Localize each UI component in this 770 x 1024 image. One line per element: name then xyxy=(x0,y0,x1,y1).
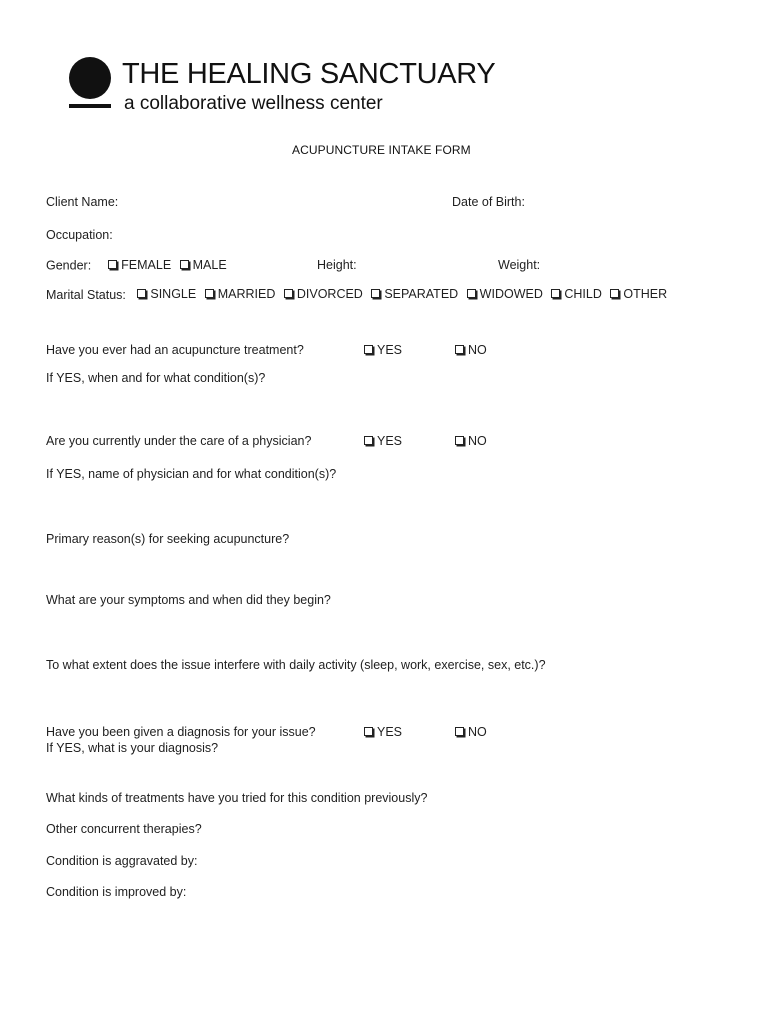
interference-question: To what extent does the issue interfere with daily activity (sleep, work, exercise, sex, etc.)? xyxy=(46,658,546,672)
checkbox-icon[interactable] xyxy=(364,436,373,445)
prior-treatment-question: Have you ever had an acupuncture treatment? xyxy=(46,343,304,357)
form-title: ACUPUNCTURE INTAKE FORM xyxy=(292,143,471,157)
physician-followup: If YES, name of physician and for what condition(s)? xyxy=(46,467,337,481)
checkbox-icon[interactable] xyxy=(455,727,464,736)
improved-by-label: Condition is improved by: xyxy=(46,885,187,899)
marital-status-label: Marital Status: xyxy=(46,287,126,302)
primary-reason-question: Primary reason(s) for seeking acupuncture? xyxy=(46,532,290,546)
checkbox-icon[interactable] xyxy=(455,436,464,445)
client-name-label: Client Name: xyxy=(46,195,119,209)
marital-option-widowed[interactable]: WIDOWED xyxy=(467,287,543,301)
diagnosis-yes[interactable]: YES xyxy=(364,725,407,740)
checkbox-icon[interactable] xyxy=(180,260,189,269)
brand-tagline: a collaborative wellness center xyxy=(124,93,383,114)
checkbox-icon[interactable] xyxy=(205,289,214,298)
prior-treatment-no[interactable]: NO xyxy=(455,343,492,358)
gender-row xyxy=(46,258,232,273)
gender-option-male[interactable]: MALE xyxy=(180,258,227,272)
marital-option-child[interactable]: CHILD xyxy=(551,287,602,301)
checkbox-icon[interactable] xyxy=(455,345,464,354)
marital-option-married[interactable]: MARRIED xyxy=(205,287,276,301)
checkbox-icon[interactable] xyxy=(371,289,380,298)
gender-option-female[interactable]: FEMALE xyxy=(108,258,171,272)
aggravated-by-label: Condition is aggravated by: xyxy=(46,854,198,868)
prior-treatment-followup: If YES, when and for what condition(s)? xyxy=(46,371,266,385)
diagnosis-followup: If YES, what is your diagnosis? xyxy=(46,741,219,755)
symptoms-question: What are your symptoms and when did they begin? xyxy=(46,593,331,607)
checkbox-icon[interactable] xyxy=(467,289,476,298)
date-of-birth-label: Date of Birth: xyxy=(452,195,525,209)
other-therapies-question: Other concurrent therapies? xyxy=(46,822,202,836)
checkbox-icon[interactable] xyxy=(551,289,560,298)
brand-name: THE HEALING SANCTUARY xyxy=(122,58,496,90)
weight-label: Weight: xyxy=(498,258,541,272)
treatments-tried-question: What kinds of treatments have you tried for this condition previously? xyxy=(46,791,428,805)
checkbox-icon[interactable] xyxy=(364,345,373,354)
marital-option-single[interactable]: SINGLE xyxy=(137,287,196,301)
gender-label: Gender: xyxy=(46,258,92,273)
marital-option-separated[interactable]: SEPARATED xyxy=(371,287,458,301)
diagnosis-question: Have you been given a diagnosis for your issue? xyxy=(46,725,316,739)
logo-underline xyxy=(69,104,111,108)
prior-treatment-yes[interactable]: YES xyxy=(364,343,407,358)
marital-option-other[interactable]: OTHER xyxy=(610,287,667,301)
checkbox-icon[interactable] xyxy=(137,289,146,298)
physician-care-question: Are you currently under the care of a physician? xyxy=(46,434,312,448)
checkbox-icon[interactable] xyxy=(610,289,619,298)
circle-logo-icon xyxy=(69,57,111,99)
checkbox-icon[interactable] xyxy=(364,727,373,736)
physician-care-no[interactable]: NO xyxy=(455,434,492,449)
marital-status-row xyxy=(46,287,672,302)
physician-care-yes[interactable]: YES xyxy=(364,434,407,449)
diagnosis-no[interactable]: NO xyxy=(455,725,492,740)
checkbox-icon[interactable] xyxy=(108,260,117,269)
occupation-label: Occupation: xyxy=(46,228,113,242)
marital-option-divorced[interactable]: DIVORCED xyxy=(284,287,363,301)
height-label: Height: xyxy=(317,258,357,272)
checkbox-icon[interactable] xyxy=(284,289,293,298)
